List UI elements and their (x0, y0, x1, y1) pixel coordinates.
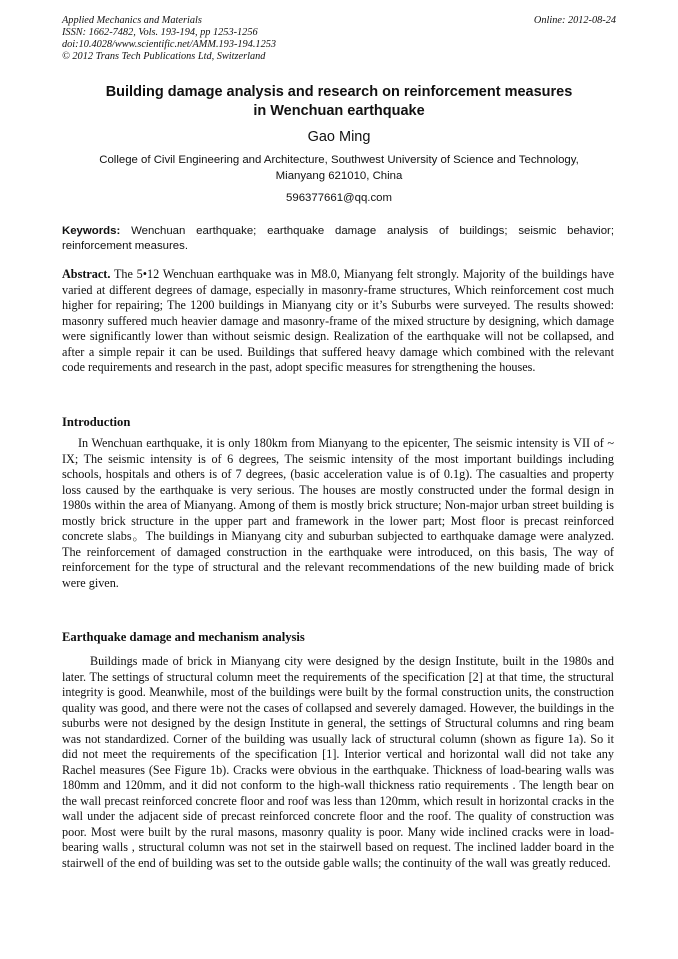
issn-line: ISSN: 1662-7482, Vols. 193-194, pp 1253-1256 (62, 27, 258, 38)
damage-mechanism-paragraph: Buildings made of brick in Mianyang city were designed by the design Institute, built in the 1980s and later. The settings of structural column meet the requirements of the specification [2] at that time, the structural integrity is good. Meanwhile, most of the buildings were built by the formal construction units, the construction quality was good, and there were not the cases of collapsed and severely damaged. However, the buildings in the suburbs were not designed by the design Institute in general, the settings of Structural columns and ring beam was not standardized. Corner of the building was usually lack of structural column (shown as figure 1a). So it did not meet the requirements of the specification [1]. Interior vertical and horizontal wall did not take any Rachel measures (See Figure 1b). Cracks were obvious in the earthquake. Thickness of load-bearing walls was 180mm and 120mm, and it did not conform to the high-wall thickness ratio requirements . The length bear on the wall precast reinforced concrete floor and roof was less than 120mm, which result in horizontal cracks in the wall under the adjacent side of precast reinforced concrete floor and the roof. The quality of construction was poor. Most were built by the rural masons, masonry quality is poor. Many wide inclined cracks were in load-bearing walls , structural column was not set in the stairwell based on request. The inclined ladder board in the stairwell of the end of building was set to the outside gable walls; the continuity of the wall was greatly reduced. (62, 654, 614, 870)
doi-line: doi:10.4028/www.scientific.net/AMM.193-194.1253 (62, 39, 277, 50)
abstract (62, 267, 614, 376)
keywords-label: Keywords: (62, 225, 121, 237)
keywords-text: Wenchuan earthquake; earthquake damage analysis of buildings; seismic behavior; reinforcement measures. (62, 225, 614, 252)
copyright-line: © 2012 Trans Tech Publications Ltd, Switzerland (62, 51, 266, 62)
title-line-1: Building damage analysis and research on reinforcement measures (105, 84, 573, 100)
journal-name: Applied Mechanics and Materials (62, 15, 202, 26)
affiliation (62, 152, 616, 184)
affiliation-line-1: College of Civil Engineering and Architecture, Southwest University of Science and Technology, (99, 154, 579, 166)
title-line-2: in Wenchuan earthquake (253, 103, 425, 119)
affiliation-line-2: Mianyang 621010, China (275, 170, 403, 182)
paper-title (62, 83, 616, 121)
author-name: Gao Ming (307, 129, 371, 145)
introduction-paragraph: In Wenchuan earthquake, it is only 180km from Mianyang to the epicenter, The seismic intensity is VII of ~ IX; The seismic intensity is of 6 degrees, The seismic intensity of the most important buildings including schools, hospitals and others is of 7 degrees, (basic acceleration value is of 0.1g). The casualties and property loss caused by the earthquake is very serious. The houses are mostly constructed under the formal design in 1980s within the area of Mianyang. Among of them is mostly brick structure; Non-major urban street building is mostly brick structure in the upper part and framework in the lower part; Most floor is precast reinforced concrete slabs。The buildings in Mianyang city and suburban subjected to earthquake damage were analyzed. The reinforcement of damaged construction in the earthquake were introduced, on this basis, The way of reinforcement for the type of structural and the relevant recommendations of the new building made of brick were given. (62, 436, 614, 590)
keywords (62, 224, 614, 254)
damage-mechanism-heading: Earthquake damage and mechanism analysis (62, 630, 305, 644)
introduction-heading: Introduction (62, 415, 131, 429)
journal-header (62, 15, 616, 63)
author-email: 596377661@qq.com (286, 192, 392, 204)
online-date: Online: 2012-08-24 (533, 15, 616, 26)
abstract-label: Abstract. (62, 267, 111, 281)
abstract-text: The 5•12 Wenchuan earthquake was in M8.0, Mianyang felt strongly. Majority of the buildings have varied at different degrees of damage, especially in masonry-frame structures, Which reinforcement cost much higher for repairing; The 1200 buildings in Mianyang city or it’s Suburbs were surveyed. The results showed: masonry suffered much heavier damage and masonry-frame of the mixed structure by designing, which damage were significantly lower than without seismic design. Realization of the earthquake will not be collapsed, and after a simple repair it can be used. Buildings that suffered heavy damage which combined with the relevant code requirements and research in the past, adopt specific measures for strengthening the houses. (62, 267, 614, 374)
